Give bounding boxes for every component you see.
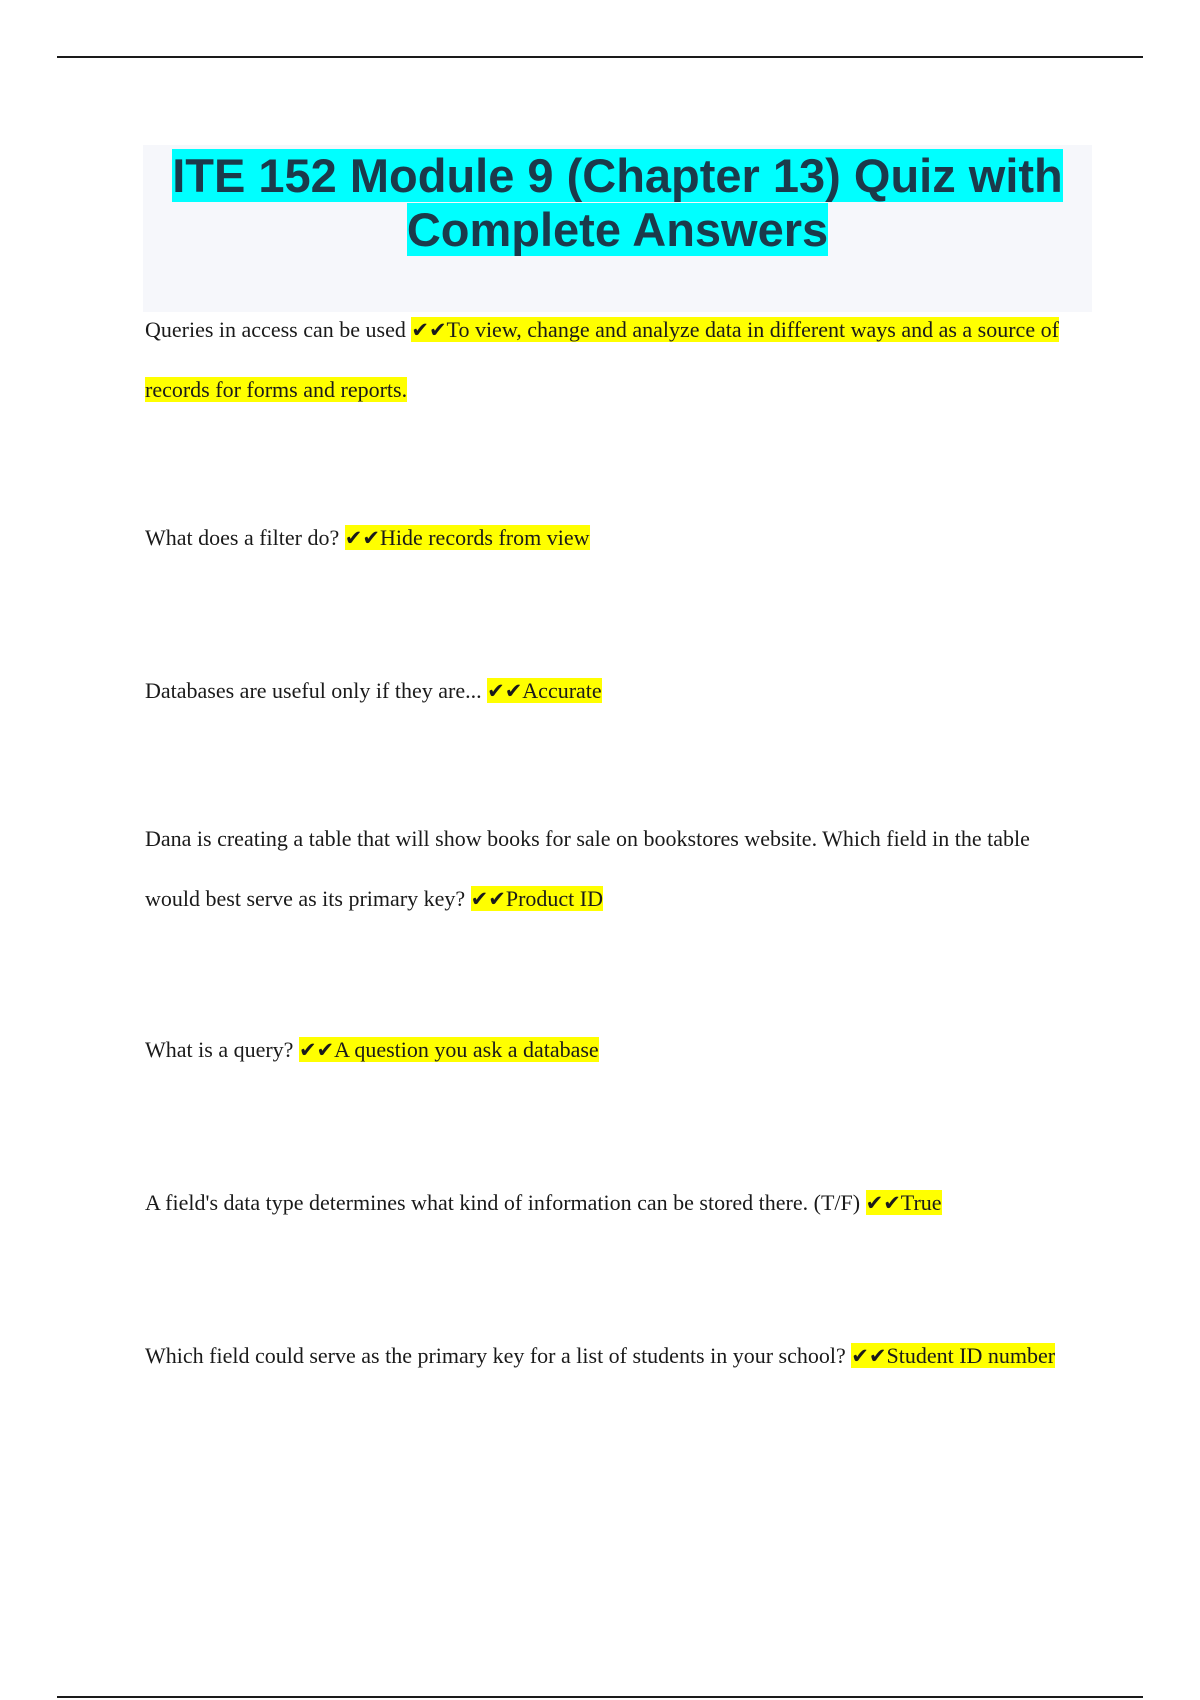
double-check-icon: ✔✔	[865, 1191, 901, 1215]
question-text: Dana is creating a table that will show books for sale on bookstores website. Which field in the table would best serve as its primary key?	[145, 826, 1030, 911]
answer-text: Product ID	[505, 886, 603, 911]
answer-text: True	[900, 1190, 942, 1215]
double-check-icon: ✔✔	[344, 526, 380, 550]
qa-item-4	[145, 809, 1075, 929]
qa-item-2	[145, 508, 1075, 568]
question-text: Queries in access can be used	[145, 317, 412, 342]
answer-text: A question you ask a database	[334, 1037, 599, 1062]
qa-item-5	[145, 1020, 1075, 1080]
qa-item-1	[145, 300, 1075, 420]
answer-highlight	[345, 525, 590, 550]
answer-highlight	[851, 1343, 1055, 1368]
qa-item-3	[145, 661, 1075, 721]
bottom-rule	[57, 1696, 1143, 1698]
double-check-icon: ✔✔	[411, 318, 447, 342]
question-text: Which field could serve as the primary key for a list of students in your school?	[145, 1343, 852, 1368]
document-title: ITE 152 Module 9 (Chapter 13) Quiz with Complete Answers	[172, 149, 1063, 256]
answer-highlight	[487, 678, 602, 703]
double-check-icon: ✔✔	[487, 679, 523, 703]
top-rule	[57, 56, 1143, 58]
double-check-icon: ✔✔	[298, 1038, 335, 1062]
answer-text: Accurate	[522, 678, 602, 703]
question-text: What is a query?	[145, 1037, 299, 1062]
qa-item-7	[145, 1326, 1075, 1386]
answer-highlight	[299, 1037, 599, 1062]
question-text: What does a filter do?	[145, 525, 345, 550]
answer-text: Student ID number	[886, 1343, 1056, 1368]
answer-highlight	[471, 886, 603, 911]
title-block	[143, 145, 1092, 312]
answer-highlight	[866, 1190, 942, 1215]
double-check-icon: ✔✔	[851, 1344, 887, 1368]
double-check-icon: ✔✔	[470, 887, 506, 911]
question-text: A field's data type determines what kind of information can be stored there. (T/F)	[145, 1190, 866, 1215]
answer-text: Hide records from view	[379, 525, 590, 550]
qa-item-6	[145, 1173, 1075, 1233]
answer-text: To view, change and analyze data in different ways and as a source of records for forms and reports.	[145, 317, 1059, 402]
question-text: Databases are useful only if they are...	[145, 678, 488, 703]
